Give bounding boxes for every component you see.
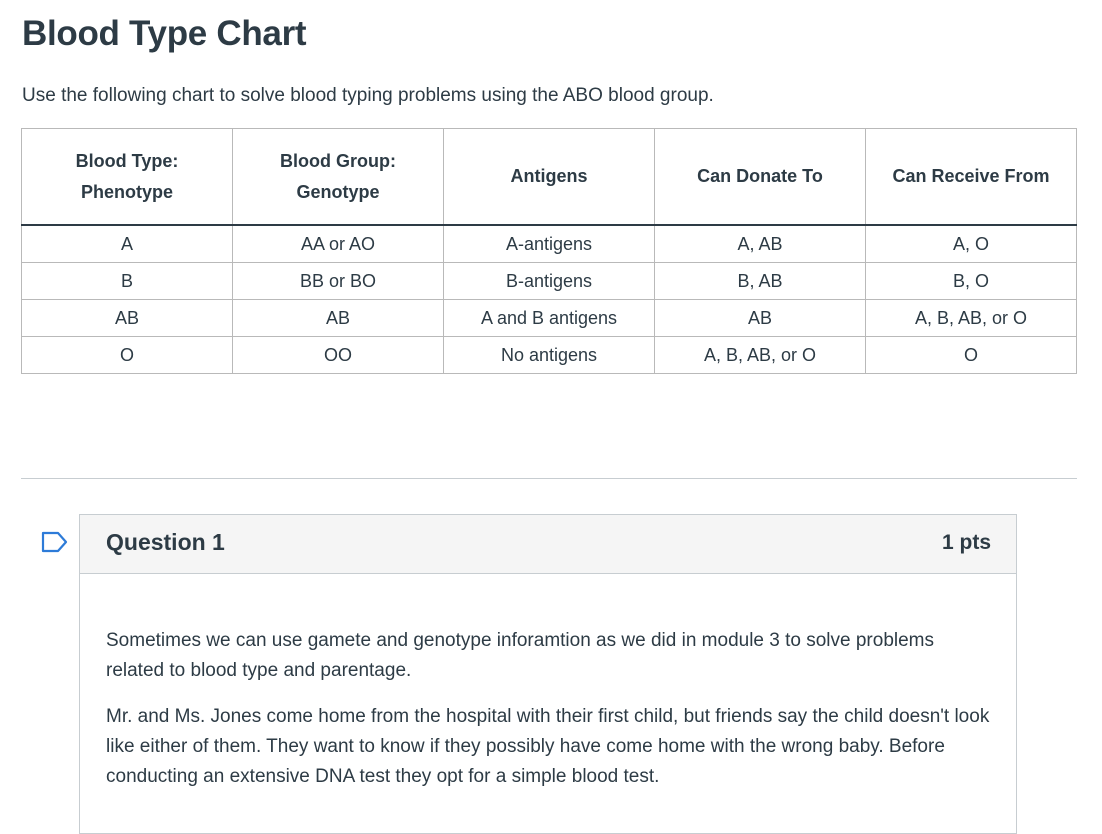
- cell-phenotype: O: [22, 337, 233, 374]
- question-card: [79, 514, 1017, 834]
- question-header: [80, 515, 1016, 574]
- cell-antigens: A-antigens: [444, 225, 655, 263]
- header-genotype-line2: Genotype: [296, 181, 380, 202]
- cell-antigens: A and B antigens: [444, 300, 655, 337]
- cell-can-donate-to: A, AB: [655, 225, 866, 263]
- cell-phenotype: AB: [22, 300, 233, 337]
- cell-can-receive-from: A, B, AB, or O: [866, 300, 1077, 337]
- question-paragraph-2: Mr. and Ms. Jones come home from the hospital with their first child, but friends say the child doesn't look like either of them. They want to know if they possibly have come home with the wrong baby. Before conducting an extensive DNA test they opt for a simple blood test.: [106, 706, 990, 787]
- table-header-row: [22, 129, 1077, 226]
- cell-antigens: No antigens: [444, 337, 655, 374]
- header-can-donate-to: Can Donate To: [655, 129, 866, 226]
- table-row: [22, 300, 1077, 337]
- flag-question-icon[interactable]: [40, 531, 68, 553]
- question-body: [80, 574, 1016, 792]
- table-row: [22, 337, 1077, 374]
- header-phenotype: [22, 129, 233, 226]
- intro-text: Use the following chart to solve blood typing problems using the ABO blood group.: [22, 85, 714, 106]
- cell-phenotype: A: [22, 225, 233, 263]
- header-antigens: Antigens: [444, 129, 655, 226]
- cell-can-receive-from: B, O: [866, 263, 1077, 300]
- cell-antigens: B-antigens: [444, 263, 655, 300]
- flag-question-icon-svg: [40, 531, 68, 553]
- header-phenotype-line2: Phenotype: [80, 181, 173, 202]
- cell-can-receive-from: O: [866, 337, 1077, 374]
- question-points: 1 pts: [941, 531, 991, 554]
- table-row: [22, 225, 1077, 263]
- cell-genotype: OO: [233, 337, 444, 374]
- cell-genotype: BB or BO: [233, 263, 444, 300]
- section-divider: [21, 478, 1077, 479]
- cell-can-donate-to: B, AB: [655, 263, 866, 300]
- table-row: [22, 263, 1077, 300]
- cell-can-donate-to: A, B, AB, or O: [655, 337, 866, 374]
- cell-phenotype: B: [22, 263, 233, 300]
- header-genotype: [233, 129, 444, 226]
- cell-can-donate-to: AB: [655, 300, 866, 337]
- page-title: Blood Type Chart: [22, 14, 307, 53]
- cell-can-receive-from: A, O: [866, 225, 1077, 263]
- question-title: Question 1: [106, 529, 225, 555]
- blood-type-table: [21, 128, 1077, 374]
- header-phenotype-line1: Blood Type:: [75, 150, 179, 171]
- question-paragraph-1: Sometimes we can use gamete and genotype inforamtion as we did in module 3 to solve problems related to blood type and parentage.: [106, 630, 935, 681]
- header-can-receive-from: Can Receive From: [866, 129, 1077, 226]
- cell-genotype: AB: [233, 300, 444, 337]
- header-genotype-line1: Blood Group:: [280, 150, 396, 171]
- cell-genotype: AA or AO: [233, 225, 444, 263]
